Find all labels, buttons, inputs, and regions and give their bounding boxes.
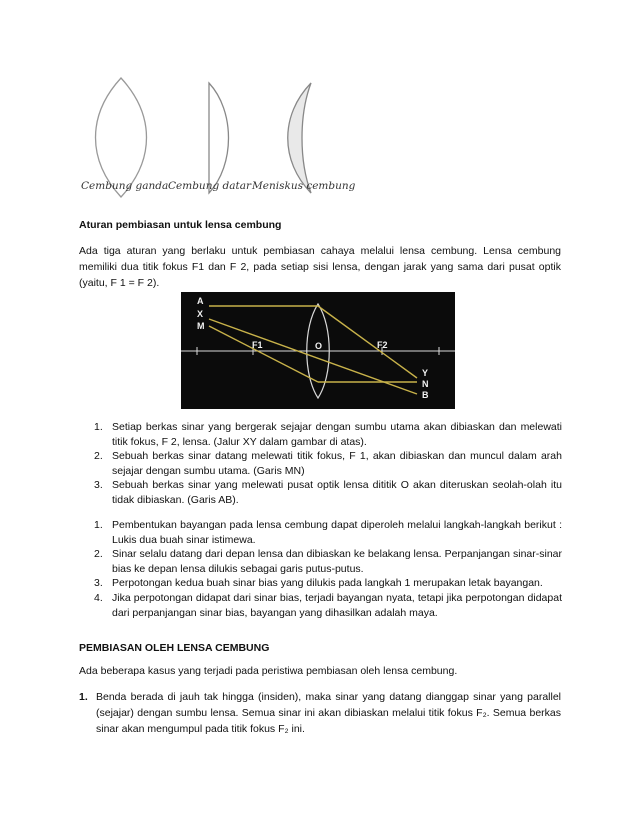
image-formation-steps-list [94, 518, 562, 620]
list-item: 2. Sinar selalu datang dari depan lensa dan dibiaskan ke belakang lensa. Perpanjangan sinar-sinar bias ke depan lensa dilukis sebagai garis putus-putus. [94, 548, 562, 575]
caption-plano-convex: Cembung datar [168, 180, 251, 192]
list-item: 3. Sebuah berkas sinar yang melewati pusat optik lensa dititik O akan diteruskan seolah-olah itu tidak dibiaskan. (Garis AB). [94, 479, 562, 506]
label-o: O [315, 341, 323, 351]
list-item: 1. Setiap berkas sinar yang bergerak sejajar dengan sumbu utama akan dibiaskan dan melewati titik fokus, F 2, lensa. (Jalur XY dalam gambar di atas). [94, 421, 562, 448]
section-heading-rules: Aturan pembiasan untuk lensa cembung [79, 219, 282, 231]
list-item: 1. Pembentukan bayangan pada lensa cembung dapat diperoleh melalui langkah-langkah berikut : Lukis dua buah sinar istimewa. [94, 519, 562, 546]
label-b: B [422, 390, 429, 400]
case-number: 1. [79, 691, 88, 703]
plano-convex-lens-icon [209, 83, 229, 193]
case-text: Benda berada di jauh tak hingga (insiden), maka sinar yang datang dianggap sinar yang parallel (sejajar) dengan sumbu lensa. Semua sinar ini akan dibiaskan melalui titik fokus F₂. Semua berkas sinar akan mengumpul pada titik fokus F₂ ini. [96, 691, 561, 735]
label-x: X [197, 309, 204, 319]
intro-paragraph: Ada tiga aturan yang berlaku untuk pembiasan cahaya melalui lensa cembung. Lensa cembung memiliki dua titik fokus F1 dan F 2, pada setiap sisi lensa, dengan jarak yang sama dari pusat optik (yaitu, F 1 = F 2). [79, 245, 561, 289]
label-a: A [197, 296, 204, 306]
meniscus-convex-lens-icon [288, 83, 311, 193]
label-n: N [422, 379, 429, 389]
caption-meniscus-convex: Meniskus cembung [252, 180, 356, 192]
label-y: Y [422, 368, 429, 378]
list-item: 3. Perpotongan kedua buah sinar bias yang dilukis pada langkah 1 merupakan letak bayangan. [94, 577, 543, 590]
caption-double-convex: Cembung ganda [81, 180, 169, 192]
ray-diagram [181, 292, 455, 409]
refraction-rules-list [94, 420, 562, 508]
label-m: M [197, 321, 205, 331]
section-heading-refraction: PEMBIASAN OLEH LENSA CEMBUNG [79, 642, 270, 654]
list-item: 4. Jika perpotongan didapat dari sinar bias, terjadi bayangan nyata, tetapi jika perpotongan didapat dari perpanjangan sinar bias, bayangan yang dihasilkan adalah maya. [94, 591, 562, 619]
list-item: 2. Sebuah berkas sinar datang melewati titik fokus, F 1, akan dibiaskan dan muncul dalam arah sejajar dengan sumbu utama. (Garis MN) [94, 450, 562, 477]
label-f1: F1 [252, 340, 263, 350]
section2-intro: Ada beberapa kasus yang terjadi pada peristiwa pembiasan oleh lensa cembung. [79, 665, 458, 677]
case-item-1 [79, 689, 561, 737]
label-f2: F2 [377, 340, 388, 350]
